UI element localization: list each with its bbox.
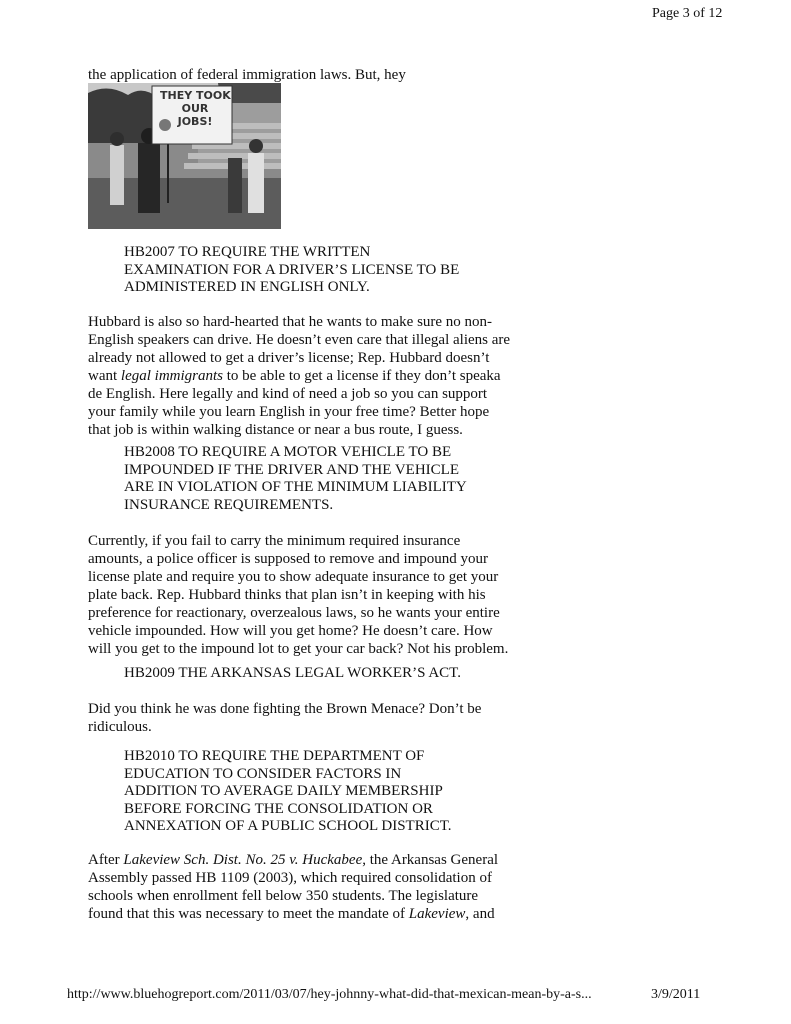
text-line: Currently, if you fail to carry the minimum required insurance — [88, 533, 461, 549]
text-line — [88, 367, 510, 385]
page-footer — [67, 987, 701, 1003]
text-line: Did you think he was done fighting the Brown Menace? Don’t be — [88, 701, 482, 717]
text-line: English speakers can drive. He doesn’t even care that illegal aliens are — [88, 332, 511, 348]
bill-hb2007 — [124, 244, 459, 297]
text-line: de English. Here legally and kind of need a job so you can support — [88, 386, 488, 402]
bill-hb2010 — [124, 748, 452, 836]
text-line: plate back. Rep. Hubbard thinks that plan isn’t in keeping with his — [88, 587, 486, 603]
footer-date: 3/9/2011 — [651, 987, 701, 1002]
bill-line: HB2008 TO REQUIRE A MOTOR VEHICLE TO BE — [124, 444, 452, 460]
paragraph-lakeview — [88, 851, 498, 923]
text-run: , the Arkansas General — [362, 852, 499, 868]
text-line: already not allowed to get a driver’s license; Rep. Hubbard doesn’t — [88, 350, 490, 366]
footer-url: http://www.bluehogreport.com/2011/03/07/hey-johnny-what-did-that-mexican-mean-by-a-s... — [67, 987, 592, 1002]
bill-line: EDUCATION TO CONSIDER FACTORS IN — [124, 765, 402, 782]
text-line: amounts, a police officer is supposed to remove and impound your — [88, 551, 489, 567]
text-run: , and — [465, 906, 495, 922]
bill-line: HB2010 TO REQUIRE THE DEPARTMENT OF — [124, 748, 425, 764]
page-number: Page 3 of 12 — [652, 6, 723, 21]
bill-line: BEFORE FORCING THE CONSOLIDATION OR — [124, 800, 433, 817]
text-line: vehicle impounded. How will you get home? He doesn’t care. How — [88, 623, 493, 639]
bill-line: HB2007 TO REQUIRE THE WRITTEN — [124, 244, 371, 260]
paragraph-menace — [88, 700, 481, 736]
protest-photo — [88, 83, 281, 229]
bill-line: ARE IN VIOLATION OF THE MINIMUM LIABILITY — [124, 479, 467, 495]
bill-hb2009 — [124, 665, 461, 683]
text-line: Hubbard is also so hard-hearted that he wants to make sure no non- — [88, 314, 493, 330]
bill-line: ADMINISTERED IN ENGLISH ONLY. — [124, 279, 370, 295]
text-line: license plate and require you to show adequate insurance to get your — [88, 569, 499, 585]
sign-line: JOBS! — [177, 115, 213, 128]
text-line — [88, 851, 498, 869]
bill-line: ANNEXATION OF A PUBLIC SCHOOL DISTRICT. — [124, 818, 452, 834]
case-citation: Lakeview — [408, 906, 466, 922]
text-run: After — [88, 852, 124, 868]
text-line: will you get to the impound lot to get your car back? Not his problem. — [88, 641, 509, 657]
text-run: want — [88, 368, 121, 384]
bill-line: ADDITION TO AVERAGE DAILY MEMBERSHIP — [124, 783, 443, 799]
text-line: preference for reactionary, overzealous laws, so he wants your entire — [88, 605, 500, 621]
protest-sign-text — [160, 89, 230, 128]
text-line: ridiculous. — [88, 719, 152, 735]
sign-line: OUR — [181, 102, 209, 115]
case-citation: Lakeview Sch. Dist. No. 25 v. Huckabee — [123, 852, 363, 868]
bill-line: INSURANCE REQUIREMENTS. — [124, 496, 334, 513]
text-line — [88, 905, 498, 923]
text-run: to be able to get a license if they don’t speaka — [223, 368, 501, 384]
text-line: Assembly passed HB 1109 (2003), which required consolidation of — [88, 870, 492, 886]
bill-hb2008 — [124, 444, 467, 514]
intro-line: the application of federal immigration laws. But, hey — [88, 67, 406, 83]
bill-line: IMPOUNDED IF THE DRIVER AND THE VEHICLE — [124, 461, 459, 478]
paragraph-insurance — [88, 532, 508, 658]
paragraph-hubbard — [88, 313, 510, 439]
text-line: that job is within walking distance or near a bus route, I guess. — [88, 422, 463, 438]
text-run: found that this was necessary to meet the mandate of — [88, 906, 409, 922]
text-line: your family while you learn English in your free time? Better hope — [88, 404, 490, 420]
text-line: schools when enrollment fell below 350 students. The legislature — [88, 888, 479, 904]
bill-line: HB2009 THE ARKANSAS LEGAL WORKER’S ACT. — [124, 665, 461, 681]
bill-line: EXAMINATION FOR A DRIVER’S LICENSE TO BE — [124, 261, 460, 278]
sign-line: THEY TOOK — [160, 89, 231, 102]
emphasis-text: legal immigrants — [120, 368, 224, 384]
